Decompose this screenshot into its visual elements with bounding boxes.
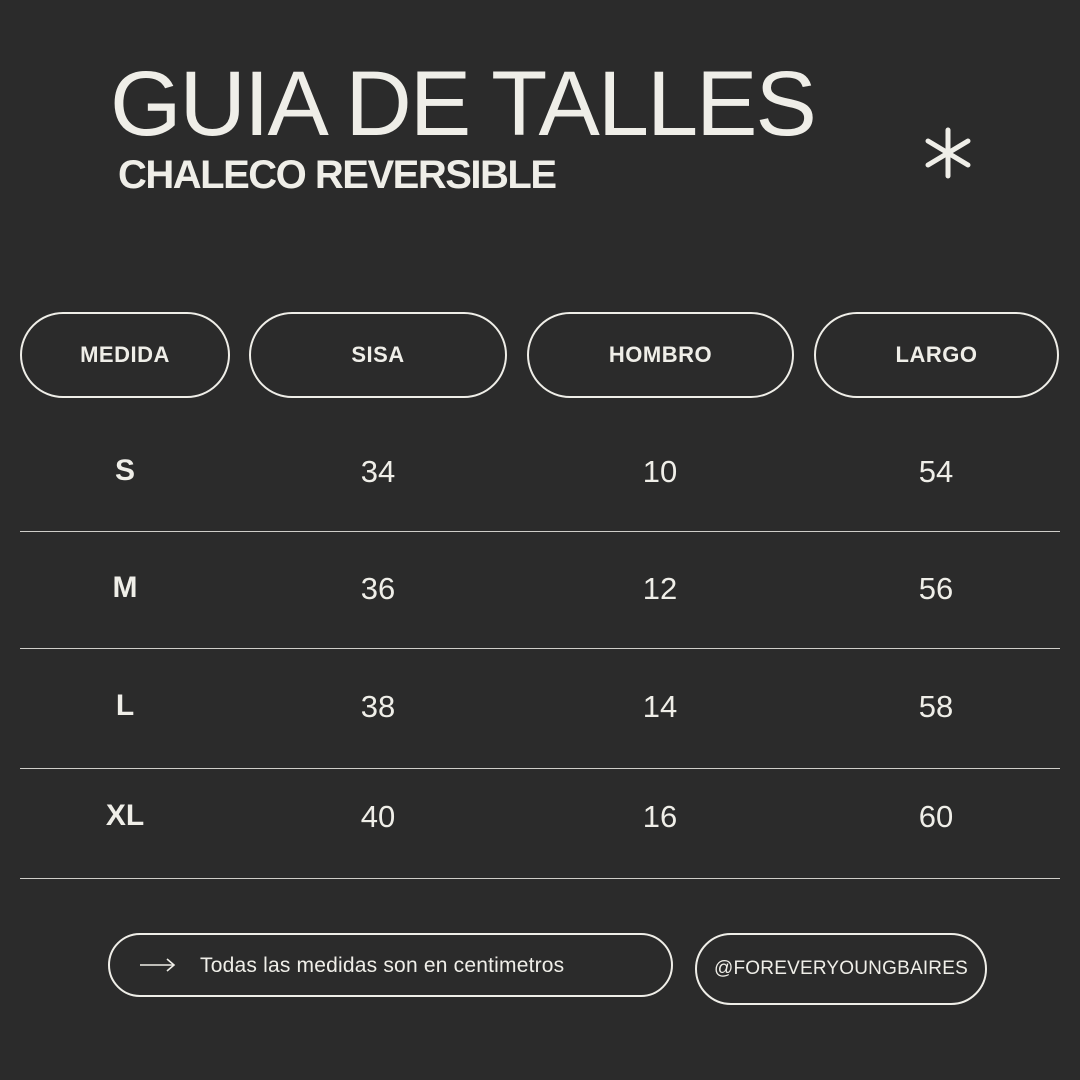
header-medida xyxy=(20,312,230,398)
largo-cell: 54 xyxy=(918,454,954,489)
header-sisa xyxy=(249,312,507,398)
row-divider xyxy=(20,768,1060,769)
asterisk-icon xyxy=(921,126,975,180)
row-divider xyxy=(20,531,1060,532)
row-divider xyxy=(20,878,1060,879)
header-hombro-label: HOMBRO xyxy=(608,342,713,367)
sisa-cell: 34 xyxy=(360,454,396,489)
largo-cell: 60 xyxy=(918,799,954,834)
size-cell: XL xyxy=(105,799,145,832)
row-divider xyxy=(20,648,1060,649)
units-note xyxy=(108,933,673,997)
hombro-cell: 12 xyxy=(642,571,678,606)
header-largo xyxy=(814,312,1059,398)
sisa-cell: 38 xyxy=(360,689,396,724)
header-sisa-label: SISA xyxy=(351,342,405,367)
hombro-cell: 14 xyxy=(642,689,678,724)
arrow-right-icon xyxy=(138,955,178,975)
page-subtitle: CHALECO REVERSIBLE xyxy=(118,153,556,197)
hombro-cell: 10 xyxy=(642,454,678,489)
size-cell: L xyxy=(115,689,135,722)
header-medida-label: MEDIDA xyxy=(80,342,170,367)
largo-cell: 58 xyxy=(918,689,954,724)
page-title: GUIA DE TALLES xyxy=(110,53,815,155)
hombro-cell: 16 xyxy=(642,799,678,834)
social-handle[interactable] xyxy=(695,933,987,1005)
units-note-text: Todas las medidas son en centimetros xyxy=(200,954,565,977)
size-cell: S xyxy=(114,454,135,487)
size-cell: M xyxy=(112,571,138,604)
header-largo-label: LARGO xyxy=(895,342,978,367)
largo-cell: 56 xyxy=(918,571,954,606)
sisa-cell: 40 xyxy=(360,799,396,834)
header-hombro xyxy=(527,312,794,398)
sisa-cell: 36 xyxy=(360,571,396,606)
social-handle-text: @FOREVERYOUNGBAIRES xyxy=(714,958,968,979)
